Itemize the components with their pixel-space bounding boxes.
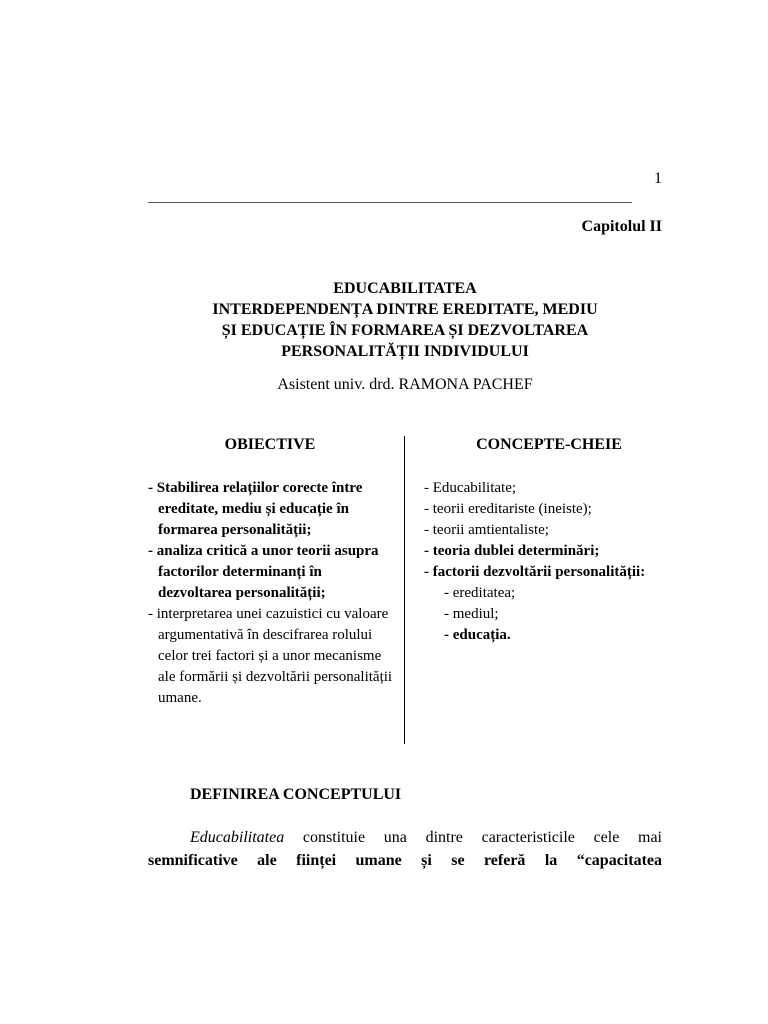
paragraph-line-1-text: constituie una dintre caracteristicile cele mai bbox=[284, 829, 662, 846]
concepts-heading: CONCEPTE-CHEIE bbox=[476, 436, 622, 453]
objective-item: - interpretarea unei cazuistici cu valoare argumentativă în descifrarea rolului celor trei factori și a unor mecanisme ale formării și dezvoltării personalității umane. bbox=[148, 606, 393, 706]
page-number: 1 bbox=[654, 170, 662, 187]
header-rule bbox=[148, 202, 632, 203]
paragraph-term: Educabilitatea bbox=[190, 829, 285, 846]
title-line-4: PERSONALITĂȚII INDIVIDULUI bbox=[281, 343, 529, 360]
objective-item: - Stabilirea relațiilor corecte între ereditate, mediu și educație în formarea personalității; bbox=[148, 480, 363, 538]
title-line-2: INTERDEPENDENȚA DINTRE EREDITATE, MEDIU bbox=[212, 301, 598, 318]
concept-item: - teorii amtientaliste; bbox=[424, 522, 549, 538]
concept-item: - teorii ereditariste (ineiste); bbox=[424, 501, 592, 517]
concepts-list bbox=[424, 478, 674, 646]
section-heading: DEFINIREA CONCEPTULUI bbox=[190, 786, 402, 803]
objective-item: - analiza critică a unor teorii asupra factorilor determinanți în dezvoltarea personalității; bbox=[148, 543, 379, 601]
objectives-heading: OBIECTIVE bbox=[224, 436, 316, 453]
paragraph-line-1 bbox=[148, 826, 662, 849]
column-divider bbox=[404, 436, 405, 744]
paragraph-line-2: semnificative ale ființei umane și se referă la “capacitatea bbox=[148, 852, 662, 869]
objectives-list bbox=[148, 478, 398, 709]
concept-item: - teoria dublei determinări; bbox=[424, 543, 600, 559]
concept-subitem: - educația. bbox=[444, 627, 511, 643]
title-line-1: EDUCABILITATEA bbox=[333, 280, 477, 297]
body-paragraph bbox=[148, 826, 662, 872]
chapter-label: Capitolul II bbox=[581, 218, 662, 235]
concept-item: - factorii dezvoltării personalității: bbox=[424, 564, 646, 580]
author-line: Asistent univ. drd. RAMONA PACHEF bbox=[277, 376, 533, 393]
concept-item: - Educabilitate; bbox=[424, 480, 517, 496]
document-title bbox=[148, 278, 662, 362]
concept-subitem: - ereditatea; bbox=[444, 585, 516, 601]
concept-subitem: - mediul; bbox=[444, 606, 499, 622]
title-line-3: ȘI EDUCAȚIE ÎN FORMAREA ȘI DEZVOLTAREA bbox=[221, 322, 589, 339]
